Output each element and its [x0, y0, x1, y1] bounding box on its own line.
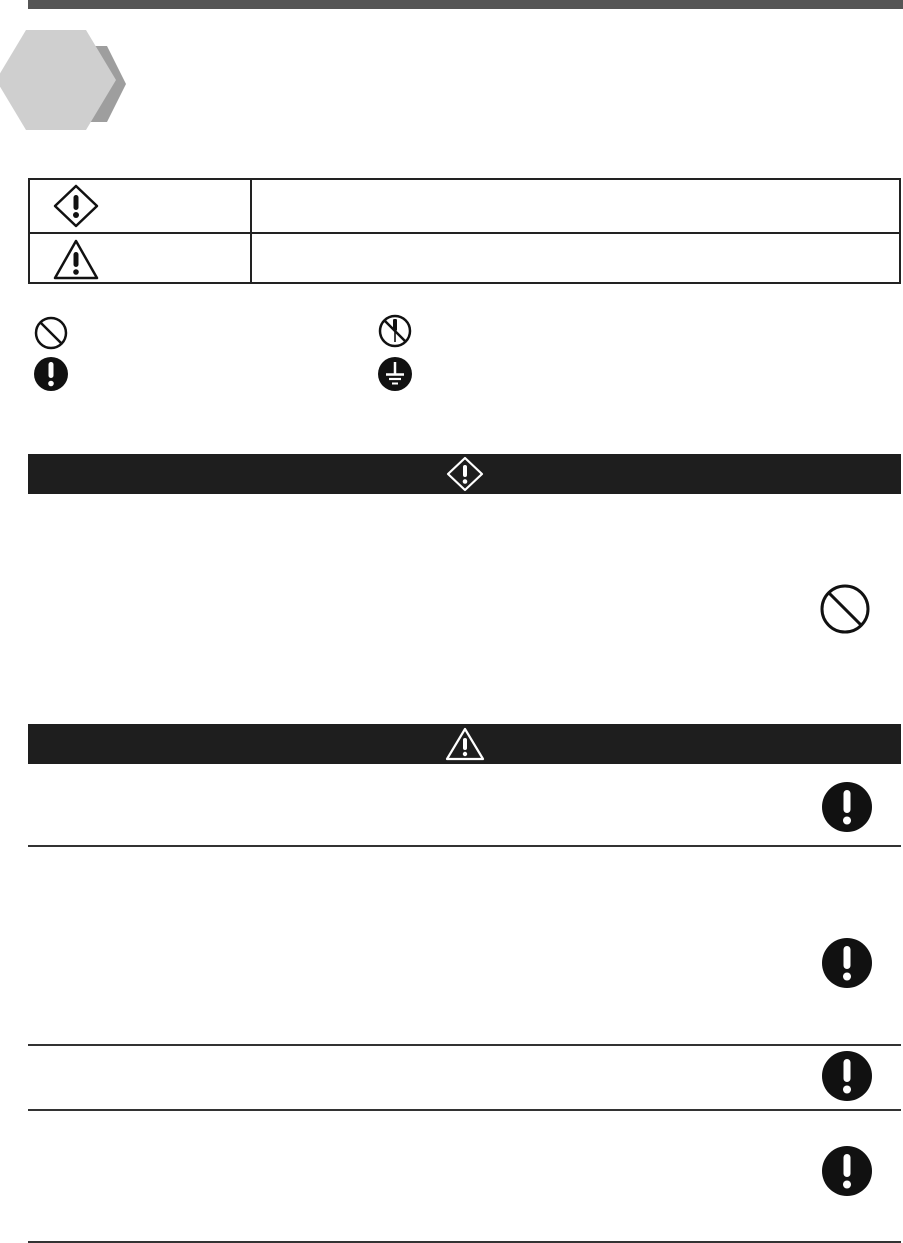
- hazard-level-table: [28, 178, 901, 284]
- triangle-exclamation-icon: [443, 726, 487, 762]
- exclamation-circle-icon: [821, 1145, 873, 1197]
- ground-icon: [377, 356, 413, 392]
- no-disassembly-icon: [377, 313, 413, 349]
- prohibition-icon: [819, 583, 871, 635]
- diamond-exclamation-icon: [52, 184, 100, 228]
- item-divider: [28, 1241, 901, 1243]
- triangle-exclamation-icon: [52, 238, 100, 282]
- exclamation-circle-icon: [821, 1050, 873, 1102]
- danger-section-header: [28, 454, 901, 494]
- hexagon-mark-icon: [0, 28, 140, 148]
- danger-row: [30, 180, 899, 231]
- caution-section-header: [28, 724, 901, 764]
- caution-row: [30, 232, 899, 285]
- exclamation-circle-icon: [821, 937, 873, 989]
- exclamation-circle-icon: [821, 781, 873, 833]
- prohibition-icon: [33, 315, 69, 351]
- exclamation-circle-icon: [33, 356, 69, 392]
- item-divider: [28, 1109, 901, 1111]
- top-rule: [28, 0, 903, 9]
- item-divider: [28, 845, 901, 847]
- diamond-exclamation-icon: [443, 456, 487, 492]
- item-divider: [28, 1044, 901, 1046]
